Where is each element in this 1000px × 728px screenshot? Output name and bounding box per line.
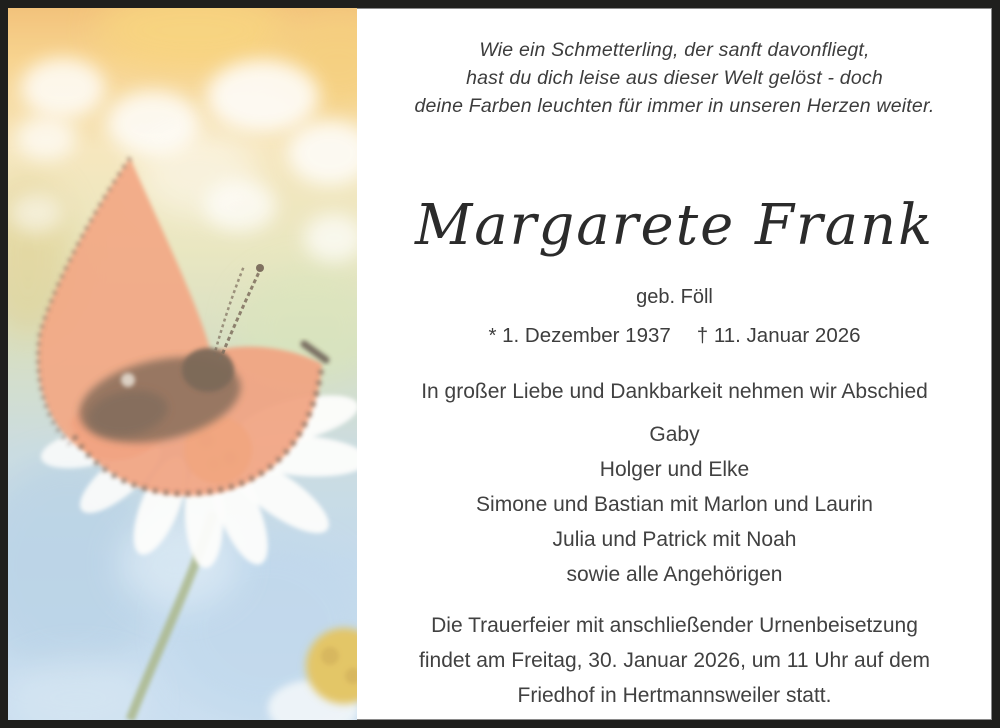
mourner-line: Gaby [649, 423, 700, 446]
birth-date: * 1. Dezember 1937 [488, 324, 671, 347]
mourner-line: Holger und Elke [599, 458, 750, 481]
mourner-line: Simone und Bastian mit Marlon und Laurin [476, 493, 873, 516]
funeral-line: Die Trauerfeier mit anschließender Urnenbeisetzung [431, 614, 918, 637]
funeral-info [357, 608, 992, 713]
verse-line: deine Farben leuchten für immer in unseren Herzen weiter. [414, 95, 935, 117]
verse-line: Wie ein Schmetterling, der sanft davonfliegt, [479, 39, 870, 61]
butterfly-daisy-illustration [8, 8, 357, 720]
mourner-line: sowie alle Angehörigen [566, 563, 783, 586]
opening-verse [357, 36, 992, 120]
verse-line: hast du dich leise aus dieser Welt gelöst - doch [466, 67, 883, 89]
farewell-line: In großer Liebe und Dankbarkeit nehmen wir Abschied [421, 380, 928, 403]
deceased-name: Margarete Frank [414, 193, 935, 258]
funeral-line: Friedhof in Hertmannsweiler statt. [517, 684, 832, 707]
maiden-name: geb. Föll [636, 286, 713, 308]
mourners-list [357, 417, 992, 592]
funeral-line: findet am Freitag, 30. Januar 2026, um 11 Uhr auf dem [419, 649, 930, 672]
fade-overlay [8, 8, 357, 720]
life-dates [357, 322, 992, 350]
memorial-photo [8, 8, 357, 720]
death-date: † 11. Januar 2026 [696, 324, 861, 347]
notice-text-area [357, 8, 992, 720]
mourner-line: Julia und Patrick mit Noah [552, 528, 797, 551]
